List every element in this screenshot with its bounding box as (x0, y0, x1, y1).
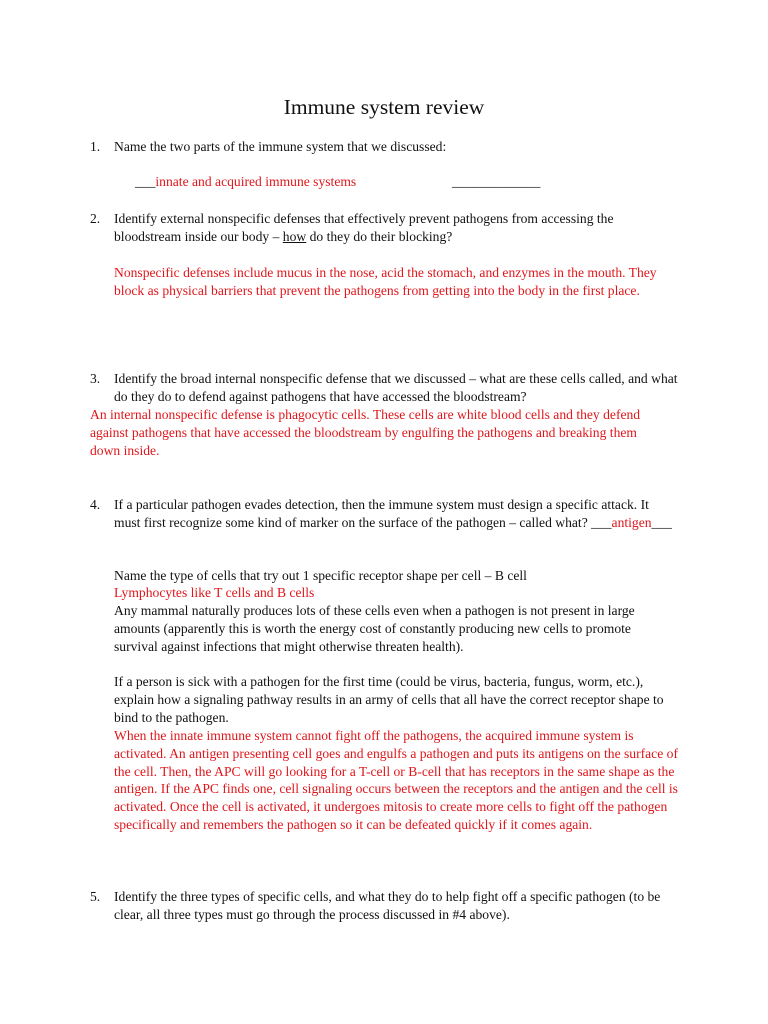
q4-sub-b-answer: When the innate immune system cannot fight off the pathogens, the acquired immune system is activated. An antigen presenting cell goes and engulfs a pathogen and puts its antigens on the surface of the cell. Then, the APC will go looking for a T-cell or B-cell that has receptors in the same shape as the antigen. If the APC finds one, cell signaling occurs between the receptors and the antigen and the cell is activated. Once the cell is activated, it undergoes mitosis to create more cells to fight off the pathogen specifically and remembers the pathogen so it can be defeated quickly if it comes again. (114, 728, 678, 832)
q5-number: 5. (90, 889, 101, 904)
q1-blank-lead: ___ (135, 174, 156, 189)
q2-answer: Nonspecific defenses include mucus in the nose, acid the stomach, and enzymes in the mouth. They block as physical barriers that prevent the pathogens from getting into the body in the first place. (114, 265, 657, 298)
q1-prompt: Name the two parts of the immune system that we discussed: (114, 139, 447, 154)
q4-blank-lead: ___ (591, 514, 612, 530)
q4-sub-a-note: Any mammal naturally produces lots of these cells even when a pathogen is not present in large amounts (apparently this is worth the energy cost of constantly producing new cells to promote survival against infections that might otherwise threaten health). (114, 603, 635, 654)
q2-number: 2. (90, 211, 101, 226)
q2-prompt-after: do they do their blocking? (306, 228, 453, 244)
q5-prompt: Identify the three types of specific cells, and what they do to help fight off a specific pathogen (to be clear, all three types must go through the process discussed in #4 above). (114, 889, 661, 922)
q1-answer: innate and acquired immune systems (155, 174, 357, 189)
q4-sub-a-answer: Lymphocytes like T cells and B cells (114, 585, 315, 600)
q1-number: 1. (90, 139, 101, 154)
q4-sub-a-prompt: Name the type of cells that try out 1 specific receptor shape per cell – B cell (114, 568, 527, 583)
q4-answer: antigen (611, 514, 652, 530)
q1-blank-trail: _____________ (452, 174, 541, 189)
q2-prompt (114, 210, 674, 246)
page-title: Immune system review (283, 95, 485, 119)
q3-answer: An internal nonspecific defense is phagocytic cells. These cells are white blood cells and they defend against pathogens that have accessed the bloodstream by engulfing the pathogens and breaking them down inside. (90, 407, 641, 458)
q4-sub-b-prompt: If a person is sick with a pathogen for the first time (could be virus, bacteria, fungus, worm, etc.), explain how a signaling pathway results in an army of cells that all have the correct receptor shape to bind to the pathogen. (114, 674, 664, 725)
q3-prompt: Identify the broad internal nonspecific defense that we discussed – what are these cells called, and what do they do to defend against pathogens that have accessed the bloodstream? (114, 371, 678, 404)
q4-number: 4. (90, 497, 101, 512)
q2-prompt-how: how (282, 228, 307, 244)
q4-blank-trail: ___ (651, 514, 672, 530)
q4-prompt-text: If a particular pathogen evades detection, then the immune system must design a specific attack. It must first recognize some kind of marker on the surface of the pathogen – called what? (114, 497, 649, 530)
q4-prompt (114, 496, 674, 532)
q1-answer-line (135, 173, 356, 191)
q3-number: 3. (90, 371, 101, 386)
q2-prompt-before: Identify external nonspecific defenses that effectively prevent pathogens from accessing the bloodstream inside our body – (114, 211, 614, 244)
